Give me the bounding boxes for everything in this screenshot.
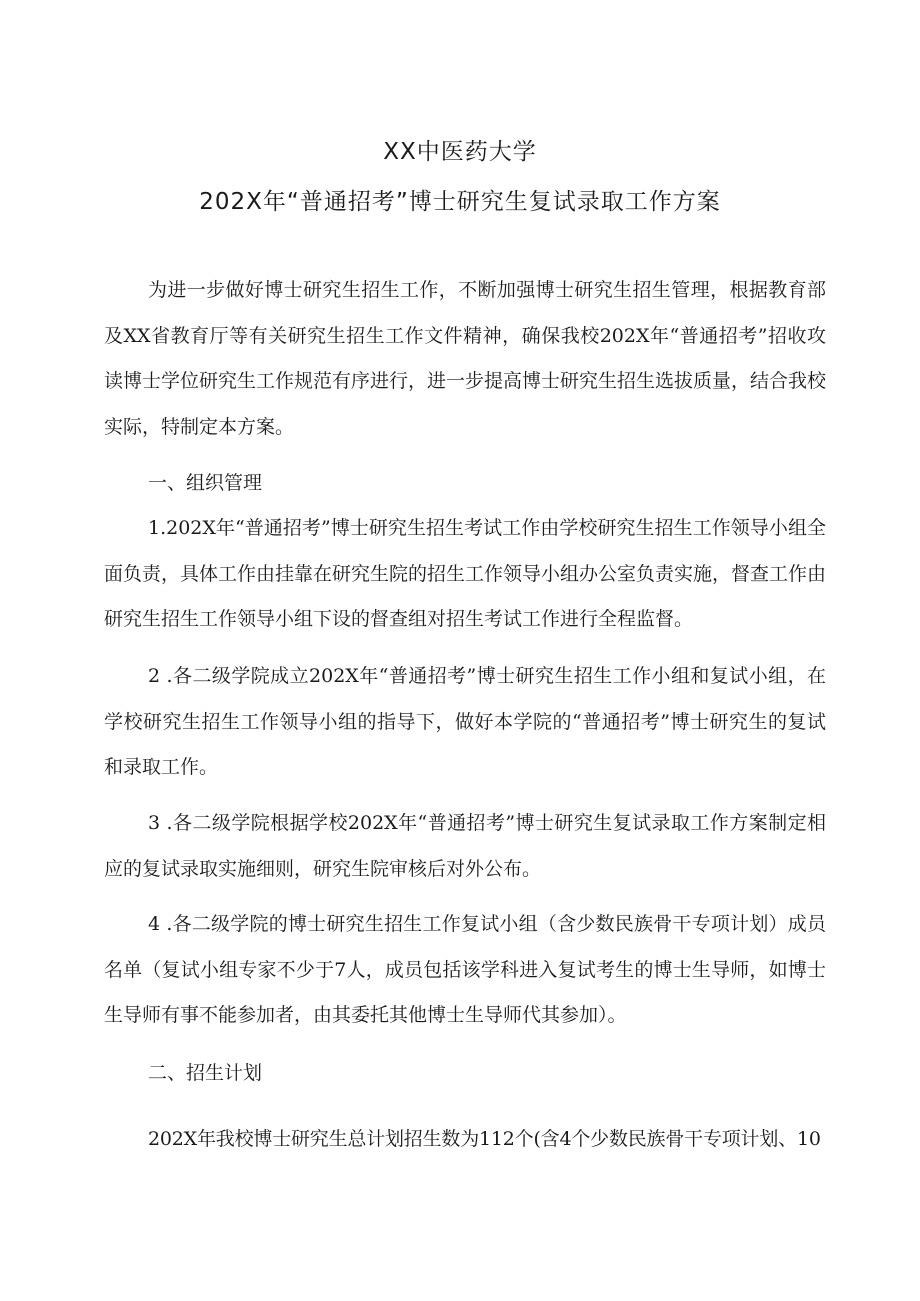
document-title-plan: 202X年“普通招考”博士研究生复试录取工作方案 xyxy=(199,189,721,215)
enrollment-plan-paragraph: 202X年我校博士研究生总计划招生数为112个(含4个少数民族骨干专项计划、10 xyxy=(148,1128,821,1150)
section-heading-organization: 一、组织管理 xyxy=(148,472,263,494)
section-heading-enrollment-plan: 二、招生计划 xyxy=(148,1062,263,1084)
organization-item-1: 1.202X年“普通招考”博士研究生招生考试工作由学校研究生招生工作领导小组全面负责，具体工作由挂靠在研究生院的招生工作领导小组办公室负责实施，督查工作由研究生招生工作领导小组下设的督查组对招生考试工作进行全程监督。 xyxy=(104,517,827,630)
organization-item-3: 3 .各二级学院根据学校202X年“普通招考”博士研究生复试录取工作方案制定相应的复试录取实施细则，研究生院审核后对外公布。 xyxy=(104,812,826,880)
organization-item-2: 2 .各二级学院成立202X年“普通招考”博士研究生招生工作小组和复试小组，在学校研究生招生工作领导小组的指导下，做好本学院的“普通招考”博士研究生的复试和录取工作。 xyxy=(104,665,826,778)
document-title-university: XX中医药大学 xyxy=(383,139,537,165)
organization-item-4: 4 .各二级学院的博士研究生招生工作复试小组（含少数民族骨干专项计划）成员名单（复试小组专家不少于7人，成员包括该学科进入复试考生的博士生导师，如博士生导师有事不能参加者，由其委托其他博士生导师代其参加）。 xyxy=(104,913,826,1026)
intro-paragraph: 为进一步做好博士研究生招生工作，不断加强博士研究生招生管理，根据教育部及XX省教育厅等有关研究生招生工作文件精神，确保我校202X年“普通招考”招收攻读博士学位研究生工作规范有序进行，进一步提高博士研究生招生选拔质量，结合我校实际，特制定本方案。 xyxy=(104,279,827,438)
